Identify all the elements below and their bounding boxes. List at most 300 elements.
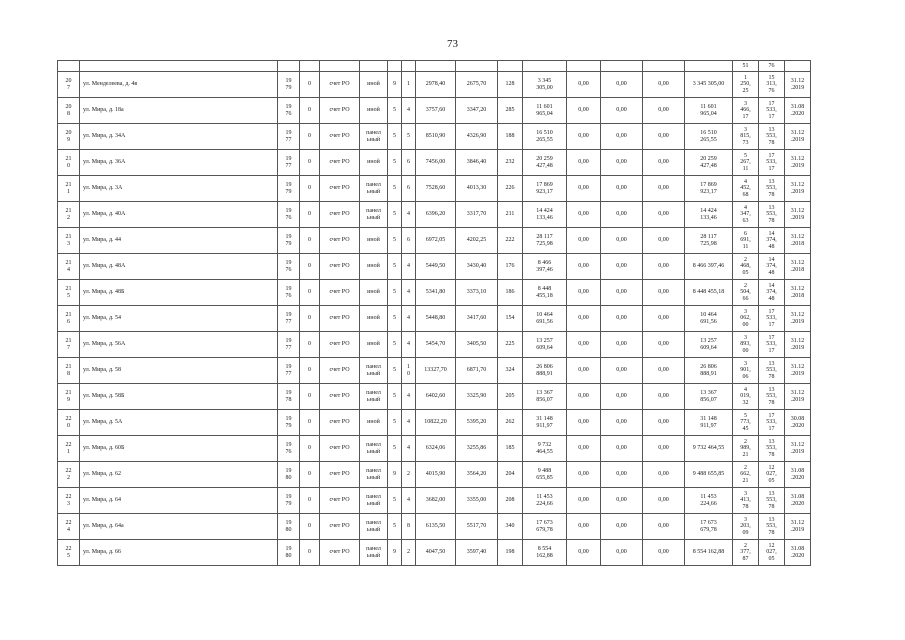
specific-cost: 4 019, 32 [733, 384, 759, 410]
deadline-date: 31.12 .2018 [785, 254, 811, 280]
amount-cell: 0,00 [643, 176, 685, 202]
fund-type: счет РО [320, 358, 360, 384]
amount-cell: 0,00 [601, 72, 643, 98]
deadline-date: 31.12 .2019 [785, 514, 811, 540]
specific-cost: 2 989, 21 [733, 436, 759, 462]
specific-cost: 3 203, 09 [733, 514, 759, 540]
total-cost: 9 488 655,85 [685, 462, 733, 488]
residents-count: 208 [498, 488, 523, 514]
address: ул. Мира, д. 3А [80, 176, 278, 202]
repair-cost: 8 554 162,88 [523, 540, 567, 566]
zero-cell: 0 [300, 332, 320, 358]
living-area: 6871,70 [456, 358, 498, 384]
floors-count: 5 [388, 124, 402, 150]
fund-type: счет РО [320, 202, 360, 228]
amount-cell: 0,00 [601, 280, 643, 306]
fund-type: счет РО [320, 280, 360, 306]
zero-cell: 0 [300, 124, 320, 150]
total-cost: 11 601 965,04 [685, 98, 733, 124]
amount-cell: 0,00 [601, 150, 643, 176]
entrances-count: 6 [402, 228, 416, 254]
floors-count: 5 [388, 384, 402, 410]
cost-limit: 14 374, 48 [759, 228, 785, 254]
residents-count: 225 [498, 332, 523, 358]
floors-count: 5 [388, 436, 402, 462]
cost-limit: 17 533, 17 [759, 410, 785, 436]
total-cost: 31 148 911,97 [685, 410, 733, 436]
row-number: 21 1 [58, 176, 80, 202]
total-area: 4015,90 [416, 462, 456, 488]
fund-type: счет РО [320, 462, 360, 488]
total-area: 6324,06 [416, 436, 456, 462]
amount-cell: 0,00 [601, 306, 643, 332]
amount-cell: 0,00 [567, 306, 601, 332]
entrances-count: 6 [402, 150, 416, 176]
wall-material: панел ьный [360, 436, 388, 462]
amount-cell: 0,00 [567, 72, 601, 98]
living-area: 3373,10 [456, 280, 498, 306]
row-number: 21 4 [58, 254, 80, 280]
fund-type: счет РО [320, 228, 360, 254]
entrances-count: 4 [402, 306, 416, 332]
total-cost: 28 117 725,98 [685, 228, 733, 254]
total-area: 7456,00 [416, 150, 456, 176]
residents-count: 226 [498, 176, 523, 202]
repair-cost: 8 466 397,46 [523, 254, 567, 280]
amount-cell: 0,00 [601, 98, 643, 124]
top-cell: 76 [759, 61, 785, 72]
build-year: 19 80 [278, 514, 300, 540]
amount-cell: 0,00 [601, 332, 643, 358]
zero-cell: 0 [300, 98, 320, 124]
row-number: 20 8 [58, 98, 80, 124]
build-year: 19 76 [278, 254, 300, 280]
deadline-date: 31.12 .2019 [785, 332, 811, 358]
amount-cell: 0,00 [567, 514, 601, 540]
deadline-date: 31.12 .2018 [785, 280, 811, 306]
table-row [58, 358, 811, 384]
amount-cell: 0,00 [643, 410, 685, 436]
amount-cell: 0,00 [601, 202, 643, 228]
wall-material: панел ьный [360, 176, 388, 202]
wall-material: панел ьный [360, 384, 388, 410]
table-row [58, 124, 811, 150]
zero-cell: 0 [300, 514, 320, 540]
cost-limit: 12 027, 05 [759, 462, 785, 488]
cost-limit: 14 374, 48 [759, 254, 785, 280]
zero-cell: 0 [300, 540, 320, 566]
cost-limit: 15 313, 76 [759, 72, 785, 98]
floors-count: 5 [388, 254, 402, 280]
cost-limit: 17 533, 17 [759, 306, 785, 332]
deadline-date: 31.08 .2020 [785, 462, 811, 488]
residents-count: 262 [498, 410, 523, 436]
fund-type: счет РО [320, 98, 360, 124]
amount-cell: 0,00 [601, 514, 643, 540]
total-cost: 8 466 397,46 [685, 254, 733, 280]
amount-cell: 0,00 [601, 488, 643, 514]
wall-material: панел ьный [360, 514, 388, 540]
total-cost: 13 367 856,07 [685, 384, 733, 410]
amount-cell: 0,00 [567, 488, 601, 514]
specific-cost: 2 504, 66 [733, 280, 759, 306]
wall-material: иной [360, 280, 388, 306]
deadline-date: 31.08 .2020 [785, 488, 811, 514]
build-year: 19 77 [278, 150, 300, 176]
deadline-date: 31.12 .2019 [785, 436, 811, 462]
total-cost: 3 345 305,00 [685, 72, 733, 98]
table-row [58, 410, 811, 436]
build-year: 19 76 [278, 202, 300, 228]
table-row [58, 462, 811, 488]
address: ул. Мира, д. 54 [80, 306, 278, 332]
repair-cost: 31 148 911,97 [523, 410, 567, 436]
living-area: 3325,90 [456, 384, 498, 410]
entrances-count: 4 [402, 332, 416, 358]
deadline-date: 31.08 .2020 [785, 98, 811, 124]
repair-cost: 17 869 923,17 [523, 176, 567, 202]
living-area: 3347,20 [456, 98, 498, 124]
fund-type: счет РО [320, 488, 360, 514]
amount-cell: 0,00 [643, 540, 685, 566]
cost-limit: 13 553, 78 [759, 384, 785, 410]
floors-count: 9 [388, 540, 402, 566]
amount-cell: 0,00 [643, 98, 685, 124]
repair-cost: 26 806 888,91 [523, 358, 567, 384]
floors-count: 5 [388, 202, 402, 228]
wall-material: иной [360, 332, 388, 358]
table-row [58, 150, 811, 176]
entrances-count: 8 [402, 514, 416, 540]
address: ул. Мира, д. 64 [80, 488, 278, 514]
floors-count: 5 [388, 306, 402, 332]
address: ул. Мира, д. 60Б [80, 436, 278, 462]
amount-cell: 0,00 [643, 332, 685, 358]
repair-cost: 28 117 725,98 [523, 228, 567, 254]
entrances-count: 4 [402, 202, 416, 228]
residents-count: 211 [498, 202, 523, 228]
table-row [58, 202, 811, 228]
specific-cost: 2 468, 05 [733, 254, 759, 280]
entrances-count: 2 [402, 540, 416, 566]
repair-cost: 20 259 427,48 [523, 150, 567, 176]
address: ул. Менделеева, д. 4в [80, 72, 278, 98]
floors-count: 5 [388, 150, 402, 176]
entrances-count: 4 [402, 384, 416, 410]
amount-cell: 0,00 [643, 514, 685, 540]
zero-cell: 0 [300, 150, 320, 176]
row-number: 21 9 [58, 384, 80, 410]
total-area: 10822,20 [416, 410, 456, 436]
address: ул. Мира, д. 40А [80, 202, 278, 228]
deadline-date: 31.12 .2019 [785, 202, 811, 228]
fund-type: счет РО [320, 384, 360, 410]
cost-limit: 14 374, 48 [759, 280, 785, 306]
build-year: 19 77 [278, 332, 300, 358]
living-area: 4013,30 [456, 176, 498, 202]
entrances-count: 4 [402, 436, 416, 462]
zero-cell: 0 [300, 202, 320, 228]
entrances-count: 6 [402, 176, 416, 202]
total-cost: 8 554 162,88 [685, 540, 733, 566]
residents-count: 232 [498, 150, 523, 176]
entrances-count: 4 [402, 280, 416, 306]
total-cost: 11 453 224,66 [685, 488, 733, 514]
repair-cost: 11 601 965,04 [523, 98, 567, 124]
deadline-date: 31.12 .2019 [785, 384, 811, 410]
entrances-count: 4 [402, 488, 416, 514]
address: ул. Мира, д. 56А [80, 332, 278, 358]
deadline-date: 31.12 .2019 [785, 306, 811, 332]
living-area: 4202,25 [456, 228, 498, 254]
total-area: 3682,00 [416, 488, 456, 514]
table-row [58, 176, 811, 202]
living-area: 3597,40 [456, 540, 498, 566]
specific-cost: 5 773, 45 [733, 410, 759, 436]
residents-count: 285 [498, 98, 523, 124]
amount-cell: 0,00 [643, 228, 685, 254]
amount-cell: 0,00 [567, 358, 601, 384]
amount-cell: 0,00 [643, 436, 685, 462]
total-cost: 10 464 691,56 [685, 306, 733, 332]
residents-count: 198 [498, 540, 523, 566]
amount-cell: 0,00 [643, 462, 685, 488]
page-number: 73 [447, 38, 458, 50]
amount-cell: 0,00 [601, 462, 643, 488]
entrances-count: 2 [402, 462, 416, 488]
repair-cost: 14 424 133,46 [523, 202, 567, 228]
specific-cost: 2 662, 21 [733, 462, 759, 488]
residents-count: 176 [498, 254, 523, 280]
table-row [58, 488, 811, 514]
deadline-date: 31.12 .2019 [785, 72, 811, 98]
wall-material: панел ьный [360, 202, 388, 228]
amount-cell: 0,00 [567, 540, 601, 566]
row-number: 21 7 [58, 332, 80, 358]
address: ул. Мира, д. 5А [80, 410, 278, 436]
build-year: 19 78 [278, 384, 300, 410]
fund-type: счет РО [320, 254, 360, 280]
zero-cell: 0 [300, 72, 320, 98]
build-year: 19 80 [278, 540, 300, 566]
amount-cell: 0,00 [601, 254, 643, 280]
housing-repair-table [57, 60, 811, 566]
cost-limit: 13 553, 78 [759, 514, 785, 540]
amount-cell: 0,00 [643, 358, 685, 384]
zero-cell: 0 [300, 358, 320, 384]
fund-type: счет РО [320, 540, 360, 566]
amount-cell: 0,00 [567, 410, 601, 436]
fund-type: счет РО [320, 514, 360, 540]
row-number: 21 2 [58, 202, 80, 228]
amount-cell: 0,00 [567, 98, 601, 124]
row-number: 21 0 [58, 150, 80, 176]
table-row [58, 514, 811, 540]
living-area: 3317,70 [456, 202, 498, 228]
deadline-date: 31.12 .2018 [785, 228, 811, 254]
deadline-date: 31.12 .2019 [785, 358, 811, 384]
total-area: 5448,80 [416, 306, 456, 332]
table-row [58, 280, 811, 306]
residents-count: 340 [498, 514, 523, 540]
address: ул. Мира, д. 58 [80, 358, 278, 384]
build-year: 19 79 [278, 488, 300, 514]
zero-cell: 0 [300, 280, 320, 306]
entrances-count: 1 [402, 72, 416, 98]
amount-cell: 0,00 [643, 72, 685, 98]
row-number: 21 6 [58, 306, 80, 332]
total-cost: 14 424 133,46 [685, 202, 733, 228]
repair-cost: 17 673 679,78 [523, 514, 567, 540]
living-area: 5395,20 [456, 410, 498, 436]
zero-cell: 0 [300, 410, 320, 436]
total-cost: 8 448 455,18 [685, 280, 733, 306]
fund-type: счет РО [320, 410, 360, 436]
build-year: 19 77 [278, 306, 300, 332]
row-number: 21 8 [58, 358, 80, 384]
address: ул. Мира, д. 48А [80, 254, 278, 280]
cost-limit: 13 553, 78 [759, 358, 785, 384]
table-row [58, 98, 811, 124]
total-area: 5341,80 [416, 280, 456, 306]
specific-cost: 4 347, 63 [733, 202, 759, 228]
cost-limit: 17 533, 17 [759, 332, 785, 358]
amount-cell: 0,00 [567, 462, 601, 488]
total-cost: 17 869 923,17 [685, 176, 733, 202]
deadline-date: 31.12 .2019 [785, 124, 811, 150]
total-area: 8510,90 [416, 124, 456, 150]
wall-material: иной [360, 306, 388, 332]
amount-cell: 0,00 [601, 176, 643, 202]
total-area: 5454,70 [416, 332, 456, 358]
entrances-count: 5 [402, 124, 416, 150]
cost-limit: 13 553, 78 [759, 202, 785, 228]
residents-count: 204 [498, 462, 523, 488]
amount-cell: 0,00 [601, 410, 643, 436]
amount-cell: 0,00 [643, 150, 685, 176]
total-area: 4047,50 [416, 540, 456, 566]
residents-count: 188 [498, 124, 523, 150]
wall-material: панел ьный [360, 540, 388, 566]
table-row [58, 384, 811, 410]
amount-cell: 0,00 [643, 202, 685, 228]
entrances-count: 4 [402, 254, 416, 280]
floors-count: 5 [388, 488, 402, 514]
row-number: 21 5 [58, 280, 80, 306]
row-number: 20 7 [58, 72, 80, 98]
address: ул. Мира, д. 64а [80, 514, 278, 540]
total-area: 6402,60 [416, 384, 456, 410]
total-cost: 13 257 609,64 [685, 332, 733, 358]
specific-cost: 2 377, 87 [733, 540, 759, 566]
address: ул. Мира, д. 48Б [80, 280, 278, 306]
address: ул. Мира, д. 44 [80, 228, 278, 254]
build-year: 19 77 [278, 124, 300, 150]
floors-count: 5 [388, 514, 402, 540]
zero-cell: 0 [300, 488, 320, 514]
fund-type: счет РО [320, 436, 360, 462]
total-cost: 9 732 464,55 [685, 436, 733, 462]
amount-cell: 0,00 [567, 254, 601, 280]
residents-count: 186 [498, 280, 523, 306]
build-year: 19 76 [278, 280, 300, 306]
build-year: 19 80 [278, 462, 300, 488]
amount-cell: 0,00 [643, 254, 685, 280]
table-row [58, 332, 811, 358]
repair-cost: 13 367 856,07 [523, 384, 567, 410]
repair-cost: 11 453 224,66 [523, 488, 567, 514]
amount-cell: 0,00 [643, 488, 685, 514]
zero-cell: 0 [300, 384, 320, 410]
table-row [58, 306, 811, 332]
residents-count: 128 [498, 72, 523, 98]
address: ул. Мира, д. 18а [80, 98, 278, 124]
floors-count: 5 [388, 176, 402, 202]
top-cell: 51 [733, 61, 759, 72]
total-area: 3757,60 [416, 98, 456, 124]
repair-cost: 9 488 655,85 [523, 462, 567, 488]
living-area: 4326,90 [456, 124, 498, 150]
wall-material: панел ьный [360, 488, 388, 514]
table-top-row [58, 61, 811, 72]
amount-cell: 0,00 [643, 384, 685, 410]
total-area: 13327,70 [416, 358, 456, 384]
floors-count: 5 [388, 332, 402, 358]
row-number: 22 5 [58, 540, 80, 566]
cost-limit: 12 027, 05 [759, 540, 785, 566]
wall-material: панел ьный [360, 462, 388, 488]
residents-count: 154 [498, 306, 523, 332]
fund-type: счет РО [320, 150, 360, 176]
wall-material: панел ьный [360, 124, 388, 150]
floors-count: 5 [388, 98, 402, 124]
residents-count: 205 [498, 384, 523, 410]
build-year: 19 76 [278, 98, 300, 124]
specific-cost: 1 250, 25 [733, 72, 759, 98]
total-cost: 16 510 265,55 [685, 124, 733, 150]
row-number: 20 9 [58, 124, 80, 150]
floors-count: 5 [388, 410, 402, 436]
floors-count: 5 [388, 280, 402, 306]
row-number: 22 0 [58, 410, 80, 436]
zero-cell: 0 [300, 254, 320, 280]
specific-cost: 3 062, 00 [733, 306, 759, 332]
total-area: 7528,60 [416, 176, 456, 202]
amount-cell: 0,00 [567, 202, 601, 228]
amount-cell: 0,00 [601, 436, 643, 462]
amount-cell: 0,00 [601, 384, 643, 410]
residents-count: 324 [498, 358, 523, 384]
specific-cost: 5 267, 11 [733, 150, 759, 176]
amount-cell: 0,00 [601, 358, 643, 384]
repair-cost: 3 345 305,00 [523, 72, 567, 98]
entrances-count: 4 [402, 410, 416, 436]
specific-cost: 3 815, 73 [733, 124, 759, 150]
living-area: 3255,86 [456, 436, 498, 462]
total-cost: 20 259 427,48 [685, 150, 733, 176]
zero-cell: 0 [300, 228, 320, 254]
floors-count: 5 [388, 228, 402, 254]
floors-count: 5 [388, 358, 402, 384]
amount-cell: 0,00 [567, 332, 601, 358]
fund-type: счет РО [320, 72, 360, 98]
living-area: 5517,70 [456, 514, 498, 540]
deadline-date: 31.08 .2020 [785, 540, 811, 566]
table-row [58, 436, 811, 462]
build-year: 19 79 [278, 228, 300, 254]
amount-cell: 0,00 [643, 280, 685, 306]
total-cost: 26 806 888,91 [685, 358, 733, 384]
